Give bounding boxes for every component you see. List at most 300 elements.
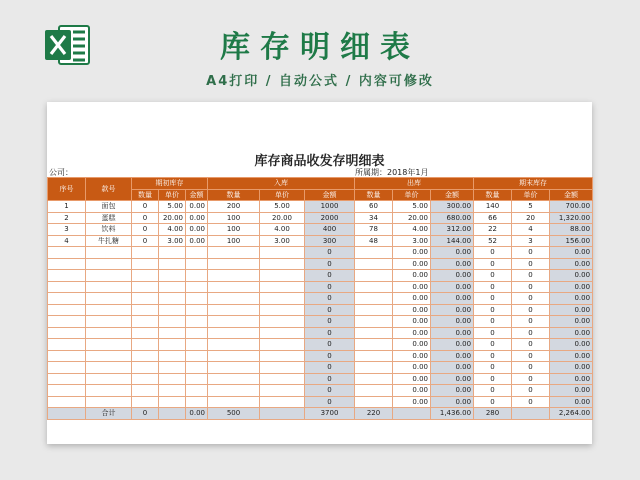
table-cell[interactable] — [132, 258, 159, 270]
table-cell[interactable]: 0 — [474, 373, 512, 385]
table-cell[interactable] — [48, 385, 86, 397]
table-cell[interactable] — [159, 362, 186, 374]
table-cell[interactable] — [159, 327, 186, 339]
table-cell[interactable]: 0 — [512, 327, 550, 339]
table-cell[interactable]: 300.00 — [431, 201, 474, 213]
table-cell[interactable]: 0.00 — [393, 327, 431, 339]
table-cell[interactable] — [86, 258, 132, 270]
table-cell[interactable]: 牛扎糖 — [86, 235, 132, 247]
table-cell[interactable]: 0.00 — [431, 304, 474, 316]
table-cell[interactable]: 蛋糕 — [86, 212, 132, 224]
table-cell[interactable]: 0 — [512, 258, 550, 270]
table-cell[interactable] — [159, 316, 186, 328]
table-cell[interactable]: 300 — [305, 235, 355, 247]
table-cell[interactable]: 0 — [474, 350, 512, 362]
table-cell[interactable] — [260, 362, 305, 374]
table-cell[interactable] — [260, 304, 305, 316]
table-cell[interactable]: 0 — [305, 396, 355, 408]
table-cell[interactable]: 3.00 — [159, 235, 186, 247]
table-cell[interactable] — [48, 350, 86, 362]
table-cell[interactable]: 20 — [512, 212, 550, 224]
table-cell[interactable] — [260, 396, 305, 408]
table-cell[interactable]: 0 — [305, 247, 355, 259]
table-cell[interactable]: 面包 — [86, 201, 132, 213]
total-cell[interactable]: 1,436.00 — [431, 408, 474, 420]
table-cell[interactable]: 0 — [305, 339, 355, 351]
table-cell[interactable]: 5.00 — [159, 201, 186, 213]
table-cell[interactable]: 0 — [305, 258, 355, 270]
table-cell[interactable]: 0 — [474, 339, 512, 351]
table-cell[interactable] — [186, 362, 208, 374]
table-cell[interactable]: 0.00 — [431, 396, 474, 408]
table-cell[interactable]: 0.00 — [431, 316, 474, 328]
table-cell[interactable] — [186, 350, 208, 362]
table-cell[interactable] — [48, 339, 86, 351]
table-cell[interactable]: 0.00 — [431, 373, 474, 385]
table-cell[interactable] — [48, 327, 86, 339]
table-cell[interactable] — [132, 373, 159, 385]
table-row — [48, 270, 593, 282]
table-cell[interactable] — [186, 281, 208, 293]
table-cell[interactable]: 5 — [512, 201, 550, 213]
table-cell[interactable]: 0 — [512, 385, 550, 397]
table-cell[interactable]: 0 — [132, 201, 159, 213]
table-cell[interactable]: 0 — [474, 362, 512, 374]
table-cell[interactable]: 0.00 — [393, 385, 431, 397]
table-cell[interactable]: 0.00 — [550, 362, 593, 374]
header-seq: 序号 — [48, 178, 86, 201]
table-row — [48, 212, 593, 224]
table-row — [48, 385, 593, 397]
table-cell[interactable]: 0.00 — [550, 270, 593, 282]
header-inbound: 入库 — [208, 178, 355, 190]
table-cell[interactable] — [260, 293, 305, 305]
table-cell[interactable]: 0.00 — [550, 327, 593, 339]
table-cell[interactable] — [260, 247, 305, 259]
table-cell[interactable] — [186, 270, 208, 282]
table-cell[interactable]: 312.00 — [431, 224, 474, 236]
table-cell[interactable] — [186, 293, 208, 305]
subheader-qty: 数量 — [474, 189, 512, 201]
table-cell[interactable]: 0.00 — [550, 258, 593, 270]
table-cell[interactable] — [208, 316, 260, 328]
table-cell[interactable] — [355, 385, 393, 397]
table-cell[interactable] — [260, 270, 305, 282]
table-cell[interactable] — [355, 373, 393, 385]
total-cell[interactable]: 2,264.00 — [550, 408, 593, 420]
table-cell[interactable]: 0 — [474, 270, 512, 282]
table-cell[interactable]: 100 — [208, 235, 260, 247]
table-cell[interactable]: 0 — [512, 339, 550, 351]
table-cell[interactable]: 2000 — [305, 212, 355, 224]
table-cell[interactable] — [355, 362, 393, 374]
table-cell[interactable]: 66 — [474, 212, 512, 224]
table-cell[interactable] — [86, 316, 132, 328]
table-cell[interactable]: 156.00 — [550, 235, 593, 247]
table-cell[interactable] — [86, 350, 132, 362]
table-cell[interactable]: 0.00 — [393, 373, 431, 385]
table-cell[interactable]: 4.00 — [393, 224, 431, 236]
header-item: 款号 — [86, 178, 132, 201]
table-cell[interactable]: 0 — [474, 304, 512, 316]
table-row — [48, 235, 593, 247]
table-cell[interactable]: 5.00 — [393, 201, 431, 213]
table-cell[interactable]: 0 — [305, 270, 355, 282]
table-row — [48, 350, 593, 362]
table-cell[interactable]: 0.00 — [393, 316, 431, 328]
total-cell[interactable]: 220 — [355, 408, 393, 420]
table-cell[interactable] — [48, 281, 86, 293]
subheader-qty: 数量 — [208, 189, 260, 201]
table-cell[interactable]: 0.00 — [431, 270, 474, 282]
table-cell[interactable]: 0.00 — [393, 247, 431, 259]
table-cell[interactable] — [159, 373, 186, 385]
banner-subtitle: A4打印 / 自动公式 / 内容可修改 — [206, 74, 434, 89]
table-cell[interactable]: 700.00 — [550, 201, 593, 213]
table-cell[interactable] — [208, 396, 260, 408]
table-cell[interactable]: 4 — [48, 235, 86, 247]
table-cell[interactable] — [186, 258, 208, 270]
table-cell[interactable]: 3 — [512, 235, 550, 247]
table-cell[interactable]: 0.00 — [393, 293, 431, 305]
table-cell[interactable] — [208, 281, 260, 293]
table-cell[interactable]: 680.00 — [431, 212, 474, 224]
table-cell[interactable] — [260, 281, 305, 293]
table-cell[interactable]: 0.00 — [393, 304, 431, 316]
table-cell[interactable] — [159, 385, 186, 397]
table-cell[interactable]: 0 — [305, 304, 355, 316]
table-cell[interactable] — [186, 304, 208, 316]
spreadsheet-sheet — [47, 102, 592, 444]
table-cell[interactable]: 0 — [305, 373, 355, 385]
table-cell[interactable]: 0 — [512, 293, 550, 305]
table-cell[interactable]: 0.00 — [431, 350, 474, 362]
table-cell[interactable] — [355, 247, 393, 259]
total-cell[interactable] — [48, 408, 86, 420]
table-cell[interactable] — [132, 350, 159, 362]
table-body — [48, 201, 593, 420]
table-cell[interactable]: 0.00 — [393, 362, 431, 374]
table-cell[interactable]: 20.00 — [159, 212, 186, 224]
total-cell[interactable] — [393, 408, 431, 420]
table-cell[interactable] — [86, 385, 132, 397]
table-cell[interactable]: 3 — [48, 224, 86, 236]
table-cell[interactable]: 0 — [132, 224, 159, 236]
table-row — [48, 396, 593, 408]
table-cell[interactable] — [48, 362, 86, 374]
table-cell[interactable] — [355, 339, 393, 351]
table-cell[interactable]: 0 — [474, 327, 512, 339]
table-cell[interactable] — [159, 396, 186, 408]
table-cell[interactable] — [186, 396, 208, 408]
table-cell[interactable]: 0.00 — [431, 258, 474, 270]
table-cell[interactable] — [186, 373, 208, 385]
total-cell[interactable]: 3700 — [305, 408, 355, 420]
table-cell[interactable] — [159, 247, 186, 259]
table-cell[interactable]: 0 — [512, 316, 550, 328]
table-cell[interactable] — [86, 396, 132, 408]
table-cell[interactable] — [355, 281, 393, 293]
table-cell[interactable]: 0.00 — [186, 212, 208, 224]
table-cell[interactable]: 0.00 — [393, 270, 431, 282]
table-cell[interactable] — [86, 339, 132, 351]
table-cell[interactable]: 3.00 — [260, 235, 305, 247]
table-cell[interactable]: 34 — [355, 212, 393, 224]
table-cell[interactable] — [260, 327, 305, 339]
table-cell[interactable]: 0 — [474, 293, 512, 305]
table-cell[interactable] — [355, 316, 393, 328]
table-cell[interactable]: 0.00 — [393, 396, 431, 408]
table-cell[interactable]: 0.00 — [431, 281, 474, 293]
table-cell[interactable]: 5.00 — [260, 201, 305, 213]
table-cell[interactable]: 48 — [355, 235, 393, 247]
table-cell[interactable]: 4.00 — [260, 224, 305, 236]
table-cell[interactable] — [208, 327, 260, 339]
table-cell[interactable]: 3.00 — [393, 235, 431, 247]
table-cell[interactable]: 0.00 — [393, 281, 431, 293]
inventory-table — [47, 177, 593, 420]
table-cell[interactable] — [132, 339, 159, 351]
table-cell[interactable] — [48, 293, 86, 305]
table-cell[interactable] — [208, 293, 260, 305]
table-cell[interactable] — [159, 339, 186, 351]
table-cell[interactable]: 4 — [512, 224, 550, 236]
table-cell[interactable] — [132, 385, 159, 397]
table-cell[interactable]: 0.00 — [550, 350, 593, 362]
table-cell[interactable]: 0.00 — [431, 385, 474, 397]
table-cell[interactable] — [48, 258, 86, 270]
table-cell[interactable]: 88.00 — [550, 224, 593, 236]
table-cell[interactable]: 60 — [355, 201, 393, 213]
table-cell[interactable]: 0 — [305, 293, 355, 305]
table-cell[interactable] — [48, 373, 86, 385]
table-cell[interactable] — [132, 304, 159, 316]
table-cell[interactable]: 0 — [512, 304, 550, 316]
header-outbound: 出库 — [355, 178, 474, 190]
table-cell[interactable]: 0.00 — [550, 396, 593, 408]
subheader-amount: 金额 — [550, 189, 593, 201]
table-cell[interactable]: 0.00 — [431, 339, 474, 351]
subheader-price: 单价 — [159, 189, 186, 201]
table-cell[interactable] — [208, 258, 260, 270]
table-cell[interactable] — [186, 247, 208, 259]
table-cell[interactable] — [132, 281, 159, 293]
table-cell[interactable] — [159, 350, 186, 362]
table-cell[interactable]: 0.00 — [431, 327, 474, 339]
table-cell[interactable] — [132, 327, 159, 339]
table-cell[interactable] — [159, 304, 186, 316]
table-cell[interactable]: 0.00 — [550, 247, 593, 259]
total-cell[interactable]: 0.00 — [186, 408, 208, 420]
table-row — [48, 224, 593, 236]
table-cell[interactable]: 100 — [208, 224, 260, 236]
table-cell[interactable]: 0.00 — [550, 316, 593, 328]
subheader-price: 单价 — [512, 189, 550, 201]
table-cell[interactable]: 200 — [208, 201, 260, 213]
table-cell[interactable]: 1 — [48, 201, 86, 213]
table-cell[interactable]: 400 — [305, 224, 355, 236]
table-cell[interactable]: 0 — [474, 396, 512, 408]
table-cell[interactable]: 20.00 — [393, 212, 431, 224]
table-cell[interactable] — [208, 304, 260, 316]
table-cell[interactable] — [132, 247, 159, 259]
table-cell[interactable] — [86, 373, 132, 385]
table-cell[interactable]: 0.00 — [186, 201, 208, 213]
subheader-amount: 金额 — [431, 189, 474, 201]
table-cell[interactable]: 22 — [474, 224, 512, 236]
table-cell[interactable] — [48, 304, 86, 316]
table-cell[interactable] — [355, 258, 393, 270]
subheader-amount: 金额 — [305, 189, 355, 201]
table-cell[interactable] — [260, 258, 305, 270]
table-cell[interactable]: 0 — [474, 316, 512, 328]
table-cell[interactable]: 100 — [208, 212, 260, 224]
table-cell[interactable]: 0 — [474, 281, 512, 293]
table-cell[interactable]: 0.00 — [550, 281, 593, 293]
table-cell[interactable] — [208, 270, 260, 282]
subheader-price: 单价 — [393, 189, 431, 201]
table-cell[interactable] — [355, 293, 393, 305]
total-label[interactable]: 合计 — [86, 408, 132, 420]
table-cell[interactable] — [132, 396, 159, 408]
table-cell[interactable] — [48, 316, 86, 328]
table-row — [48, 362, 593, 374]
table-cell[interactable]: 0 — [474, 258, 512, 270]
table-cell[interactable] — [86, 304, 132, 316]
table-cell[interactable] — [186, 385, 208, 397]
table-cell[interactable]: 144.00 — [431, 235, 474, 247]
table-cell[interactable]: 0 — [512, 362, 550, 374]
table-cell[interactable]: 0 — [305, 362, 355, 374]
table-row — [48, 293, 593, 305]
table-cell[interactable]: 0 — [305, 281, 355, 293]
table-cell[interactable] — [260, 350, 305, 362]
table-cell[interactable]: 0 — [512, 350, 550, 362]
table-cell[interactable] — [132, 293, 159, 305]
table-cell[interactable]: 0.00 — [431, 293, 474, 305]
period-label: 所属期：2018年1月 — [355, 168, 429, 177]
total-cell[interactable]: 0 — [132, 408, 159, 420]
table-cell[interactable]: 0 — [305, 316, 355, 328]
table-cell[interactable]: 0.00 — [550, 373, 593, 385]
table-cell[interactable] — [208, 339, 260, 351]
table-cell[interactable]: 0.00 — [186, 224, 208, 236]
table-cell[interactable] — [208, 373, 260, 385]
table-cell[interactable] — [86, 362, 132, 374]
table-cell[interactable] — [86, 327, 132, 339]
table-cell[interactable]: 0 — [474, 247, 512, 259]
table-cell[interactable]: 140 — [474, 201, 512, 213]
table-cell[interactable]: 0.00 — [393, 339, 431, 351]
table-cell[interactable]: 0 — [512, 281, 550, 293]
table-cell[interactable] — [159, 293, 186, 305]
table-cell[interactable]: 0.00 — [393, 350, 431, 362]
table-cell[interactable] — [86, 247, 132, 259]
table-cell[interactable] — [86, 281, 132, 293]
table-cell[interactable] — [355, 396, 393, 408]
table-cell[interactable] — [132, 362, 159, 374]
table-cell[interactable]: 1000 — [305, 201, 355, 213]
table-cell[interactable] — [132, 316, 159, 328]
table-cell[interactable] — [260, 316, 305, 328]
table-cell[interactable] — [260, 339, 305, 351]
table-cell[interactable] — [48, 396, 86, 408]
table-cell[interactable]: 0.00 — [186, 235, 208, 247]
total-cell[interactable] — [159, 408, 186, 420]
table-cell[interactable]: 0 — [512, 373, 550, 385]
subheader-amount: 金额 — [186, 189, 208, 201]
total-cell[interactable] — [260, 408, 305, 420]
table-row — [48, 247, 593, 259]
total-cell[interactable] — [512, 408, 550, 420]
table-cell[interactable]: 2 — [48, 212, 86, 224]
table-cell[interactable] — [48, 247, 86, 259]
table-cell[interactable] — [186, 316, 208, 328]
table-cell[interactable]: 0 — [132, 235, 159, 247]
subheader-price: 单价 — [260, 189, 305, 201]
table-cell[interactable]: 52 — [474, 235, 512, 247]
table-cell[interactable] — [208, 385, 260, 397]
table-cell[interactable] — [260, 373, 305, 385]
table-cell[interactable] — [86, 270, 132, 282]
table-cell[interactable]: 4.00 — [159, 224, 186, 236]
total-cell[interactable]: 280 — [474, 408, 512, 420]
table-cell[interactable]: 0.00 — [550, 385, 593, 397]
table-cell[interactable]: 0.00 — [550, 339, 593, 351]
table-cell[interactable] — [186, 339, 208, 351]
table-cell[interactable]: 0.00 — [431, 247, 474, 259]
table-cell[interactable]: 0 — [512, 270, 550, 282]
table-cell[interactable]: 1,320.00 — [550, 212, 593, 224]
table-row — [48, 373, 593, 385]
table-cell[interactable]: 0.00 — [550, 293, 593, 305]
table-cell[interactable]: 0 — [305, 350, 355, 362]
total-cell[interactable]: 500 — [208, 408, 260, 420]
table-cell[interactable] — [208, 362, 260, 374]
table-cell[interactable]: 0 — [305, 385, 355, 397]
table-cell[interactable] — [260, 385, 305, 397]
table-cell[interactable] — [186, 327, 208, 339]
table-cell[interactable] — [208, 350, 260, 362]
table-cell[interactable] — [159, 258, 186, 270]
table-cell[interactable] — [208, 247, 260, 259]
table-cell[interactable] — [355, 327, 393, 339]
table-cell[interactable] — [132, 270, 159, 282]
table-cell[interactable]: 0 — [474, 385, 512, 397]
table-cell[interactable]: 0 — [132, 212, 159, 224]
table-cell[interactable] — [355, 270, 393, 282]
table-cell[interactable] — [159, 281, 186, 293]
table-cell[interactable] — [355, 350, 393, 362]
table-cell[interactable]: 78 — [355, 224, 393, 236]
table-cell[interactable]: 20.00 — [260, 212, 305, 224]
banner-title: 库存明细表 — [220, 30, 420, 65]
table-cell[interactable] — [159, 270, 186, 282]
table-cell[interactable]: 0 — [305, 327, 355, 339]
table-cell[interactable] — [355, 304, 393, 316]
table-cell[interactable]: 0 — [512, 396, 550, 408]
table-cell[interactable]: 饮料 — [86, 224, 132, 236]
table-row — [48, 201, 593, 213]
table-cell[interactable]: 0.00 — [431, 362, 474, 374]
table-cell[interactable]: 0.00 — [393, 258, 431, 270]
table-row — [48, 339, 593, 351]
table-cell[interactable]: 0 — [512, 247, 550, 259]
table-cell[interactable] — [86, 293, 132, 305]
table-cell[interactable]: 0.00 — [550, 304, 593, 316]
table-cell[interactable] — [48, 270, 86, 282]
header-opening: 期初库存 — [132, 178, 208, 190]
